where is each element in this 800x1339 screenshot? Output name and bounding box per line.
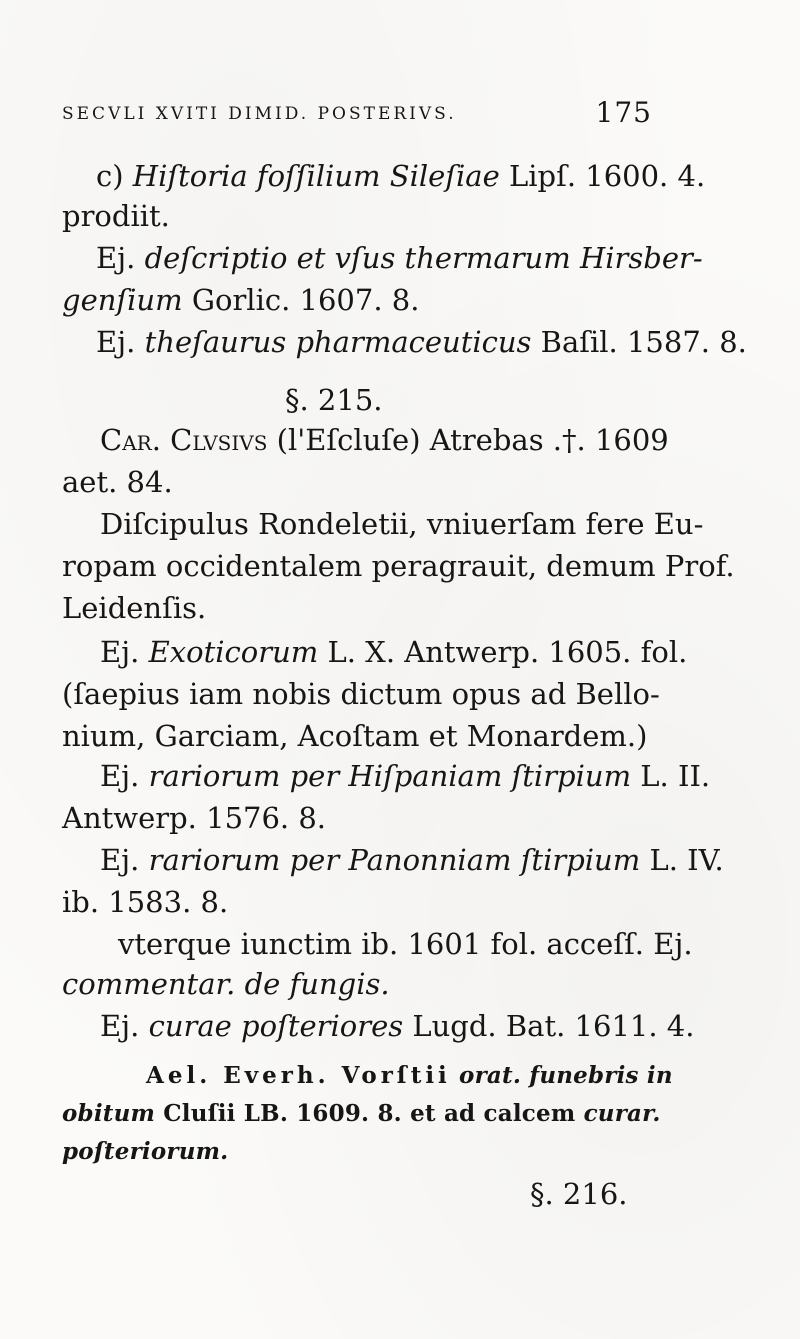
author-name: Car. Clvsivs: [100, 423, 268, 457]
text-line-16: [62, 800, 326, 836]
work-title: rariorum per Hiſpaniam ſtirpium: [148, 759, 632, 793]
work-title: Hiſtoria foſſilium Sileſiae: [132, 159, 500, 193]
text-line-22: [146, 1058, 673, 1094]
text-line-11: [62, 590, 206, 626]
work-title: commentar. de fungis.: [62, 967, 390, 1001]
text-line-10: [62, 548, 735, 584]
work-title: deſcriptio et vſus thermarum Hirsber-: [144, 241, 703, 275]
author-abbrev: Ej.: [100, 759, 140, 793]
page-number: 175: [595, 96, 652, 129]
text-line-19: [118, 926, 693, 962]
line-text: ropam occidentalem peragrauit, demum Prof.: [62, 549, 735, 583]
imprint: Lugd. Bat. 1611. 4.: [412, 1009, 695, 1043]
line-text: Cluſii LB. 1609. 8. et ad calcem: [163, 1100, 576, 1127]
text-line-7: [100, 422, 669, 458]
text-line-15: [100, 758, 710, 794]
imprint: L. IV.: [649, 843, 724, 877]
imprint: L. X. Antwerp. 1605. fol.: [327, 635, 688, 669]
running-title: SECVLI XVITI DIMID. POSTERIVS.: [62, 104, 457, 124]
work-title: poſteriorum.: [62, 1138, 229, 1165]
author-name: Ael. Everh. Vorſtii: [146, 1062, 451, 1089]
work-title: Exoticorum: [148, 635, 319, 669]
line-text: ib. 1583. 8.: [62, 885, 229, 919]
text-line-1: [96, 158, 705, 194]
line-text: nium, Garciam, Acoſtam et Monardem.): [62, 719, 648, 753]
section-heading: §. 215.: [285, 383, 383, 417]
work-title: orat. funebris in: [459, 1062, 673, 1089]
line-text: Antwerp. 1576. 8.: [62, 801, 327, 835]
text-line-4: [62, 282, 419, 318]
line-text: Leidenſis.: [62, 591, 207, 625]
text-line-23: [62, 1096, 661, 1132]
line-text: prodiit.: [62, 199, 170, 233]
catchword: §. 216.: [530, 1177, 628, 1211]
work-title: theſaurus pharmaceuticus: [144, 325, 532, 359]
line-text: vterque iunctim ib. 1601 fol. acceſſ. Ej.: [118, 927, 693, 961]
author-abbrev: Ej.: [100, 1009, 140, 1043]
line-text: (ſaepius iam nobis dictum opus ad Bello-: [62, 677, 660, 711]
author-details: (l'Eſcluſe) Atrebas .†. 1609: [276, 423, 669, 457]
author-abbrev: Ej.: [96, 241, 136, 275]
imprint: Lipſ. 1600. 4.: [508, 159, 706, 193]
text-line-14: [62, 718, 647, 754]
line-text: aet. 84.: [62, 465, 173, 499]
imprint: Gorlic. 1607. 8.: [191, 283, 420, 317]
text-line-5: [96, 324, 747, 360]
running-head: [62, 96, 652, 136]
author-abbrev: Ej.: [100, 843, 140, 877]
text-line-24: [62, 1134, 228, 1170]
text-line-3: [96, 240, 703, 276]
text-line-21: [100, 1008, 694, 1044]
text-line-18: [62, 884, 228, 920]
author-abbrev: Ej.: [100, 635, 140, 669]
text-line-12: [100, 634, 687, 670]
note-marker: c): [96, 159, 124, 193]
imprint: Baſil. 1587. 8.: [540, 325, 747, 359]
line-text: Diſcipulus Rondeletii, vniuerſam fere Eu-: [100, 507, 704, 541]
work-title: curar.: [583, 1100, 661, 1127]
work-title: curae poſteriores: [148, 1009, 404, 1043]
text-line-9: [100, 506, 703, 542]
text-line-17: [100, 842, 724, 878]
work-title: rariorum per Panonniam ſtirpium: [148, 843, 641, 877]
work-title: genſium: [62, 283, 183, 317]
work-title: obitum: [62, 1100, 156, 1127]
text-line-8: [62, 464, 173, 500]
text-line-20: [62, 966, 390, 1002]
imprint: L. II.: [640, 759, 711, 793]
text-line-2: [62, 198, 170, 234]
text-line-13: [62, 676, 660, 712]
author-abbrev: Ej.: [96, 325, 136, 359]
